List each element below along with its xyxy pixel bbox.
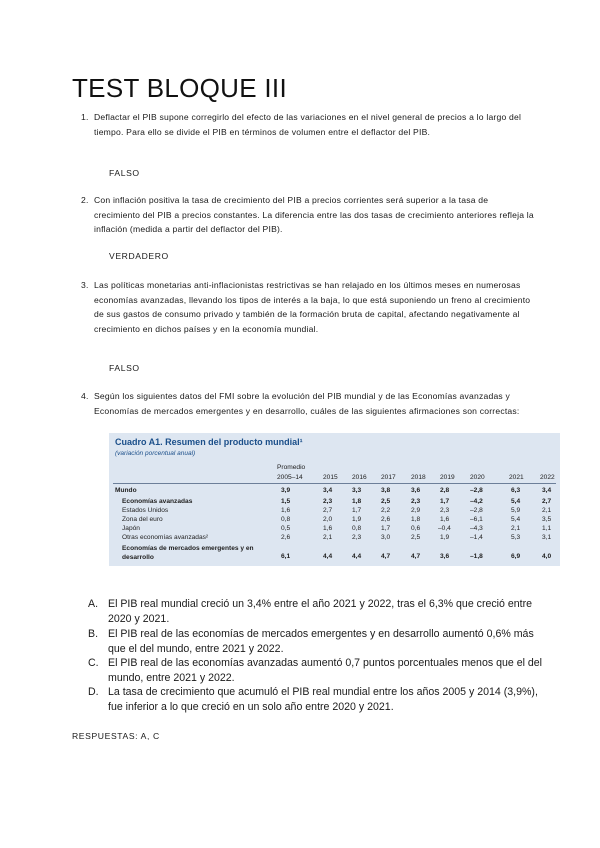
responses: RESPUESTAS: A, C: [72, 731, 160, 741]
table-cell: 5,9: [511, 507, 521, 514]
table-cell: 2,7: [542, 498, 552, 505]
col-header: 2017: [381, 474, 396, 481]
table-cell: 3,5: [542, 516, 552, 523]
table-cell: 2,1: [511, 525, 521, 532]
table-cell: 4,4: [352, 553, 362, 560]
question-1: [81, 110, 534, 139]
table-subtitle: (variación porcentual anual): [115, 450, 196, 457]
table-cell: 1,7: [440, 498, 450, 505]
table-cell: –0,4: [438, 525, 451, 532]
col-header: 2022: [540, 474, 555, 481]
table-cell: 1,8: [411, 516, 421, 523]
option-c: [88, 656, 548, 686]
row-label: Economías de mercados emergentes y en desarrollo: [122, 545, 254, 561]
col-header: 2005–14: [277, 474, 303, 481]
row-label: Mundo: [115, 487, 137, 494]
table-cell: 2,8: [440, 487, 450, 494]
option-b: [88, 627, 548, 657]
table-cell: 2,0: [323, 516, 333, 523]
table-cell: –2,8: [470, 507, 483, 514]
table-cell: 3,6: [411, 487, 421, 494]
question-number: 2.: [81, 195, 89, 205]
table-cell: –4,2: [470, 498, 483, 505]
table-cell: 0,6: [411, 525, 421, 532]
page-title: TEST BLOQUE III: [72, 73, 287, 103]
option-text: El PIB real mundial creció un 3,4% entre el año 2021 y 2022, tras el 6,3% que creció entre 2020 y 2021.: [108, 598, 532, 625]
question-text: Las políticas monetarias anti-inflacionistas restrictivas se han relajado en los últimos meses en numerosas economías avanzadas, llevando los tipos de interés a la baja, lo que está suponiendo un freno al crecimiento de sus gastos de consumo privado y también de la formación bruta de capital, afectando negativamente al crecimiento en dichos países y en la economía mundial.: [94, 280, 531, 334]
question-text: Deflactar el PIB supone corregirlo del efecto de las variaciones en el nivel general de precios a lo largo del tiempo. Para ello se divide el PIB en términos de volumen entre el deflactor del PIB.: [94, 112, 522, 137]
table-cell: 0,5: [281, 525, 291, 532]
table-cell: 1,9: [352, 516, 362, 523]
table-cell: 4,7: [381, 553, 391, 560]
table-cell: 1,6: [323, 525, 333, 532]
question-4: [81, 389, 534, 418]
option-a: [88, 597, 548, 627]
table-cell: 2,6: [381, 516, 391, 523]
table-cell: –1,4: [470, 534, 483, 541]
table-cell: 1,6: [440, 516, 450, 523]
table-cell: 0,8: [281, 516, 291, 523]
table-cell: 1,8: [352, 498, 362, 505]
col-header: 2015: [323, 474, 338, 481]
table-cell: 4,7: [411, 553, 421, 560]
table-cell: 1,6: [281, 507, 291, 514]
option-text: El PIB real de las economías de mercados emergentes y en desarrollo aumentó 0,6% más que el del mundo, entre 2021 y 2022.: [108, 628, 534, 655]
option-text: La tasa de crecimiento que acumuló el PIB real mundial entre los años 2005 y 2014 (3,9%), fue inferior a lo que creció en un solo año entre 2020 y 2021.: [108, 686, 538, 713]
table-cell: 2,2: [381, 507, 391, 514]
imf-table: [109, 433, 560, 566]
table-cell: 6,9: [511, 553, 521, 560]
question-number: 4.: [81, 391, 89, 401]
table-cell: 6,3: [511, 487, 521, 494]
table-cell: 2,3: [352, 534, 362, 541]
table-cell: 5,3: [511, 534, 521, 541]
table-cell: 2,1: [542, 507, 552, 514]
col-header: 2019: [440, 474, 455, 481]
table-cell: 5,4: [511, 516, 521, 523]
col-header: 2021: [509, 474, 524, 481]
question-text: Con inflación positiva la tasa de crecimiento del PIB a precios corrientes será superior a la tasa de crecimiento del PIB a precios constantes. La diferencia entre las dos tasas de crecimiento anteriores refleja la inflación (medida a partir del deflactor del PIB).: [94, 195, 534, 235]
option-letter: B.: [88, 628, 99, 640]
question-number: 3.: [81, 280, 89, 290]
table-cell: 3,3: [352, 487, 362, 494]
row-label: Japón: [122, 525, 140, 532]
table-cell: 0,8: [352, 525, 362, 532]
table-cell: 3,0: [381, 534, 391, 541]
option-text: El PIB real de las economías avanzadas aumentó 0,7 puntos porcentuales menos que el del mundo, entre 2021 y 2022.: [108, 657, 543, 684]
table-cell: 1,7: [352, 507, 362, 514]
table-cell: 6,1: [281, 553, 291, 560]
col-header: 2016: [352, 474, 367, 481]
row-label: Zona del euro: [122, 516, 163, 523]
table-cell: 2,7: [323, 507, 333, 514]
question-number: 1.: [81, 112, 89, 122]
table-cell: 3,8: [381, 487, 391, 494]
table-cell: –6,1: [470, 516, 483, 523]
table-cell: 3,1: [542, 534, 552, 541]
option-letter: C.: [88, 657, 99, 669]
table-cell: 1,5: [281, 498, 291, 505]
table-cell: 3,4: [323, 487, 333, 494]
table-cell: 2,3: [323, 498, 333, 505]
answer-1: FALSO: [109, 168, 140, 178]
table-cell: 2,5: [381, 498, 391, 505]
question-3: [81, 278, 534, 336]
table-cell: 2,6: [281, 534, 291, 541]
table-cell: –1,8: [470, 553, 483, 560]
row-label: Economías avanzadas: [122, 498, 193, 505]
col-header: 2018: [411, 474, 426, 481]
table-title: Cuadro A1. Resumen del producto mundial¹: [115, 437, 303, 447]
table-cell: 5,4: [511, 498, 521, 505]
header-rule: [113, 483, 556, 484]
table-cell: 3,9: [281, 487, 291, 494]
table-cell: 4,4: [323, 553, 333, 560]
table-cell: 2,5: [411, 534, 421, 541]
table-cell: 2,3: [440, 507, 450, 514]
table-cell: 4,0: [542, 553, 552, 560]
table-cell: –4,3: [470, 525, 483, 532]
table-cell: 1,1: [542, 525, 552, 532]
table-cell: 2,1: [323, 534, 333, 541]
table-cell: 2,9: [411, 507, 421, 514]
answer-3: FALSO: [109, 363, 140, 373]
table-cell: 3,4: [542, 487, 552, 494]
table-cell: –2,8: [470, 487, 483, 494]
table-cell: 1,7: [381, 525, 391, 532]
option-letter: A.: [88, 598, 99, 610]
row-label: Estados Unidos: [122, 507, 169, 514]
option-d: [88, 685, 548, 715]
row-label: Otras economías avanzadas²: [122, 534, 209, 541]
option-letter: D.: [88, 686, 99, 698]
table-cell: 3,6: [440, 553, 450, 560]
question-2: [81, 193, 534, 237]
answer-2: VERDADERO: [109, 251, 169, 261]
question-text: Según los siguientes datos del FMI sobre la evolución del PIB mundial y de las Economías avanzadas y Economías de mercados emergentes y en desarrollo, cuáles de las siguientes afirmaciones son correctas:: [94, 391, 520, 416]
table-cell: 2,3: [411, 498, 421, 505]
header-promedio: Promedio: [277, 464, 306, 471]
table-cell: 1,9: [440, 534, 450, 541]
col-header: 2020: [470, 474, 485, 481]
